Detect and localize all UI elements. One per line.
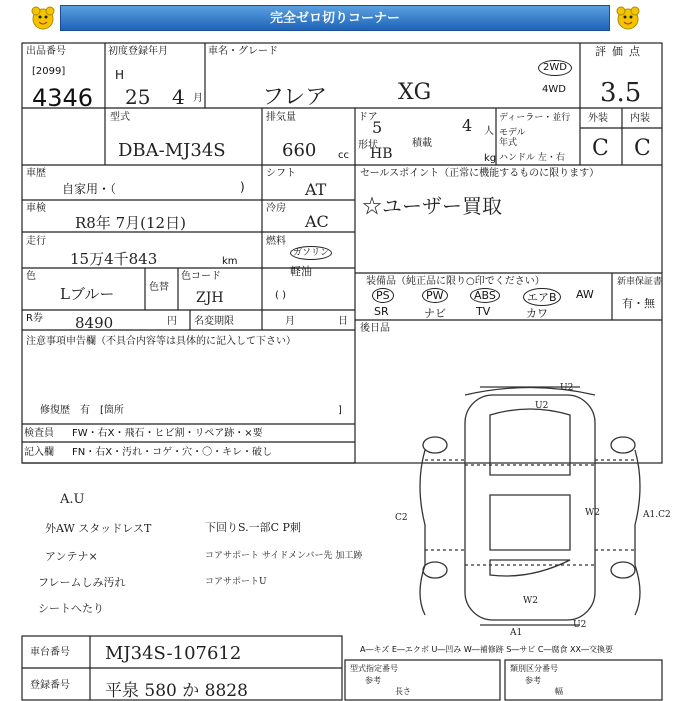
fuel-paren: ( ) [275,290,286,301]
footer-box2-ref: 参考 [525,676,541,685]
recycle-value: 8490 [75,314,114,332]
color-value: Lブルー [60,285,115,303]
notes-label: 注意事項申告欄（不具合内容等は具体的に記入して下さい） [26,336,296,347]
registration-month-unit: 月 [193,93,203,104]
history-value: 自家用・（ [62,182,117,196]
car-damage-diagram [395,375,671,640]
diagram-mark-1: U2 [560,383,574,393]
equipment-sr: SR [374,305,389,318]
sales-point-value: ☆ユーザー買取 [362,194,502,218]
displacement-label: 排気量 [266,112,296,123]
vehicle-name-label: 車名・グレード [208,46,278,57]
diagram-mark-2: U2 [535,401,549,411]
inspector-row-1: FW・右X・飛石・ヒビ割・リペア跡・×要 [72,428,263,439]
diagram-mark-6: W2 [523,596,538,606]
note-right-3: コアサポートU [205,577,267,587]
note-line-4: フレームしみ汚れ [38,576,126,589]
equipment-grid [358,288,608,320]
registration-label: 初度登録年月 [108,46,168,57]
inspector-label-1: 検査員 [24,428,54,439]
footer-box2: 類別区分番号 [510,664,558,673]
vehicle-grade: XG [398,80,432,105]
interior-label: 内装 [630,113,650,124]
displacement-value: 660 [282,140,317,161]
chassis-label: 車台番号 [30,647,70,658]
repair-close: ] [338,405,342,416]
shift-value: AT [305,180,327,199]
diagram-mark-5: A1.C2 [643,510,671,520]
score-label: 評価点 [595,45,646,58]
interior-score: C [634,136,651,161]
note-right-2: コアサポート サイドメンバー先 加工跡 [205,551,363,561]
history-close: ) [240,180,245,194]
plate-label: 登録番号 [30,680,70,691]
equipment-navi: ナビ [424,307,446,320]
history-label: 車歴 [26,168,46,179]
equipment-pw: PW [422,288,448,303]
warranty-value: 有・無 [622,297,655,310]
diagram-legend: A―キズ E―エクボ U―凹み W―補修跡 S―サビ C―腐食 XX―交換要 [360,645,614,654]
ac-value: AC [305,212,329,231]
footer-box1-ref: 参考 [365,676,381,685]
ac-label: 冷房 [266,203,286,214]
diagram-mark-4: W2 [585,508,600,518]
doors-label: ドア [358,112,378,123]
capacity-unit: kg [484,153,497,164]
fuel-gasoline: ガソリン [290,246,332,260]
diagram-mark-8: U2 [573,620,587,630]
lot-sub: [2099] [32,66,66,77]
score-value: 3.5 [600,78,642,108]
footer-length: 長さ [395,687,411,696]
mileage-unit: km [222,256,238,267]
doors-value: 5 [372,118,383,137]
equipment-label: 装備品（純正品に限り○印でください） [366,276,545,287]
rear-seat-label: 後日品 [360,323,390,334]
inspection-value: R8年 7月(12日) [75,214,186,232]
diagram-mark-3: C2 [395,513,408,523]
chassis-value: MJ34S-107612 [105,643,242,664]
capacity-label: 積載 [412,138,432,149]
plate-value: 平泉 580 か 8828 [105,681,248,701]
mileage-value: 15万4千843 [70,250,158,268]
equipment-ps: PS [372,288,394,303]
drive-2wd: 2WD [538,60,572,76]
exterior-score: C [592,136,609,161]
inspector-label-2: 記入欄 [24,447,54,458]
name-change-month: 月 [285,316,295,327]
exterior-label: 外装 [588,113,608,124]
fuel-diesel: 軽油 [290,265,312,278]
lot-number: 4346 [32,84,94,112]
shift-label: シフト [266,168,296,179]
note-right-1: 下回りS.一部C P刺 [205,521,301,534]
shape-label: 形状 [358,140,378,151]
banner-title: 完全ゼロ切りコーナー [60,5,610,31]
displacement-unit: cc [338,150,349,161]
note-line-1: A.U [60,492,85,507]
model-value: DBA-MJ34S [118,140,226,161]
lot-label: 出品番号 [26,46,66,57]
model-year-label: モデル年式 [499,128,526,148]
color-code-label: 色コード [181,271,221,282]
equipment-leather: カワ [526,307,548,320]
registration-era: H [115,68,125,82]
inspection-label: 車検 [26,203,46,214]
color-code: ZJH [196,290,224,306]
color-label: 色 [26,271,36,282]
warranty-label: 新車保証書 [617,277,663,287]
registration-month: 4 [172,85,185,109]
dealer-label: ディーラー・並行 [499,113,571,123]
recycle-label: R券 [26,313,43,324]
equipment-aw: AW [576,288,594,301]
equipment-abs: ABS [470,288,500,303]
recycle-unit: 円 [167,316,177,327]
equipment-airbag: エアB [523,288,561,306]
equipment-tv: TV [476,305,491,318]
footer-width: 幅 [555,687,563,696]
mileage-label: 走行 [26,236,46,247]
handle-label: ハンドル 左・右 [499,153,565,163]
diagram-mark-7: A1 [510,628,523,638]
shape-value: HB [370,146,393,162]
repair-label: 修復歴 有 [箇所 [40,405,124,416]
color-tone-label: 色替 [149,282,169,293]
footer-box1: 型式指定番号 [350,664,398,673]
name-change-day: 日 [338,316,348,327]
sales-point-label: セールスポイント（正常に機能するものに限ります） [360,168,600,179]
note-line-3: アンテナ× [45,550,98,563]
registration-year: 25 [125,85,151,109]
drive-4wd: 4WD [542,84,566,95]
name-change-label: 名変期限 [194,316,234,327]
fuel-label: 燃料 [266,236,286,247]
seats-unit: 人 [484,126,494,137]
note-line-5: シートへたり [38,602,104,615]
model-label: 型式 [110,112,130,123]
vehicle-name: フレア [262,85,328,110]
note-line-2: 外AW スタッドレスT [45,522,152,535]
seats-value: 4 [462,116,473,135]
inspector-row-2: FN・右X・汚れ・コゲ・穴・〇・キレ・破し [72,447,272,458]
